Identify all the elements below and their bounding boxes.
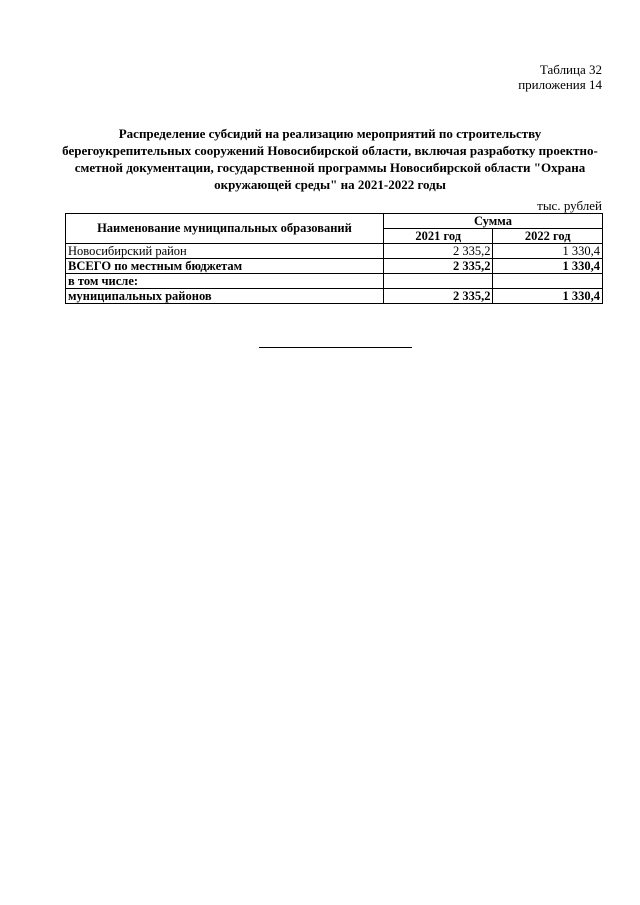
table-row-including: [66, 274, 603, 289]
appendix-number: приложения 14: [518, 77, 602, 92]
document-title: Распределение субсидий на реализацию мероприятий по строительству берегоукрепительных сооружений Новосибирской области, включая разработку проектно-сметной документации, государственной программы Новосибирской области "Охрана окружающей среды" на 2021-2022 годы: [62, 126, 598, 192]
value-2022: [493, 274, 603, 289]
units-label: тыс. рублей: [537, 198, 602, 213]
closing-line: [259, 347, 412, 348]
table-number: Таблица 32: [539, 62, 602, 77]
value-2021: [383, 274, 493, 289]
column-header-2022: 2022 год: [493, 229, 603, 244]
row-name: муниципальных районов: [66, 289, 384, 304]
table-row-total-local-budgets: [66, 259, 603, 274]
value-2022: 1 330,4: [493, 259, 603, 274]
column-header-name: Наименование муниципальных образований: [66, 214, 384, 244]
value-2021: 2 335,2: [383, 289, 493, 304]
row-name: в том числе:: [66, 274, 384, 289]
table-row-novosibirsk-district: [66, 244, 603, 259]
row-name: ВСЕГО по местным бюджетам: [66, 259, 384, 274]
table-reference: [518, 62, 602, 92]
value-2022: 1 330,4: [493, 289, 603, 304]
value-2021: 2 335,2: [383, 259, 493, 274]
subsidy-table: [65, 213, 603, 304]
column-header-2021: 2021 год: [383, 229, 493, 244]
row-name: Новосибирский район: [66, 244, 384, 259]
value-2021: 2 335,2: [383, 244, 493, 259]
value-2022: 1 330,4: [493, 244, 603, 259]
table-row-municipal-districts: [66, 289, 603, 304]
column-header-sum: Сумма: [383, 214, 602, 229]
